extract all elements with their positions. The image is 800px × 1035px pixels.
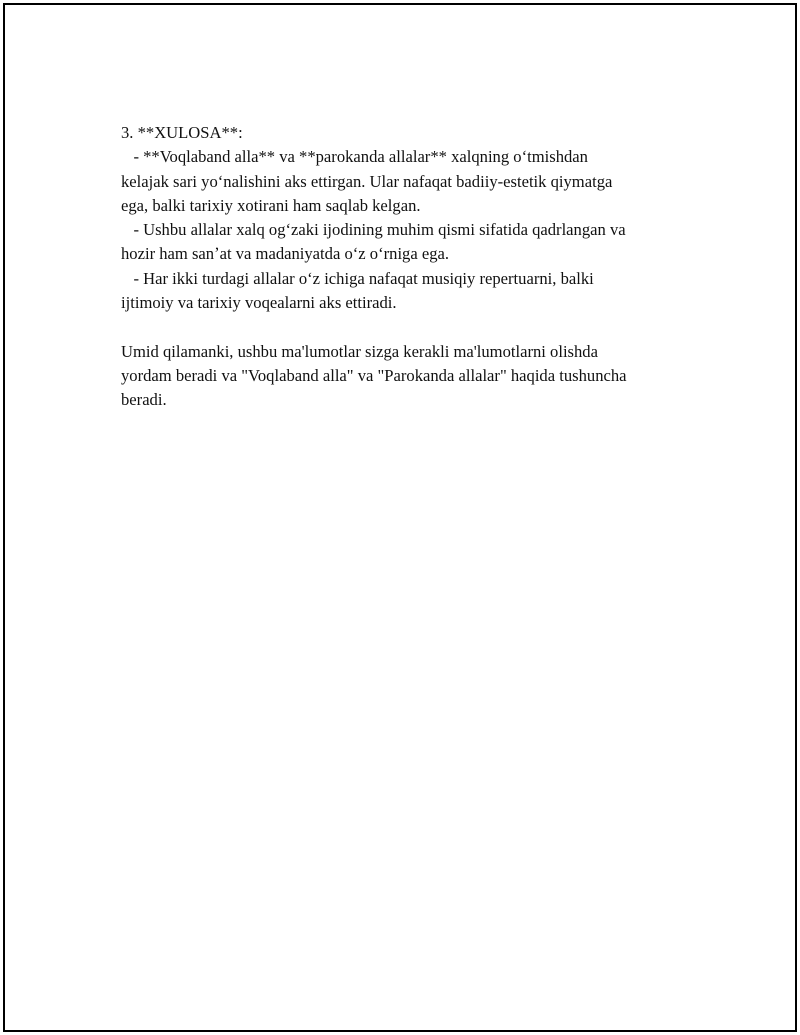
bullet-item-3 [121,267,701,316]
closing-line: beradi. [121,390,167,410]
paragraph-spacer [121,315,701,339]
bullet-line: - **Voqlaband alla** va **parokanda allalar** xalqning oʻtmishdan [121,147,588,167]
bullet-line: hozir ham sanʼat va madaniyatda oʻz oʻrniga ega. [121,244,450,264]
bullet-line: - Ushbu allalar xalq ogʻzaki ijodining muhim qismi sifatida qadrlangan va [121,220,626,240]
closing-paragraph [121,340,701,413]
closing-line: yordam beradi va "Voqlaband alla" va "Parokanda allalar" haqida tushuncha [121,365,627,385]
document-body [121,121,701,413]
bullet-line: ijtimoiy va tarixiy voqealarni aks ettiradi. [121,293,397,313]
closing-line: Umid qilamanki, ushbu ma'lumotlar sizga kerakli ma'lumotlarni olishda [121,341,598,361]
bullet-item-2 [121,218,701,267]
bullet-line: ega, balki tarixiy xotirani ham saqlab kelgan. [121,195,421,215]
bullet-item-1 [121,145,701,218]
section-heading: 3. **XULOSA**: [121,123,243,142]
page-frame [3,3,797,1032]
bullet-line: - Har ikki turdagi allalar oʻz ichiga nafaqat musiqiy repertuarni, balki [121,268,594,288]
bullet-line: kelajak sari yoʻnalishini aks ettirgan. Ular nafaqat badiiy-estetik qiymatga [121,171,613,191]
